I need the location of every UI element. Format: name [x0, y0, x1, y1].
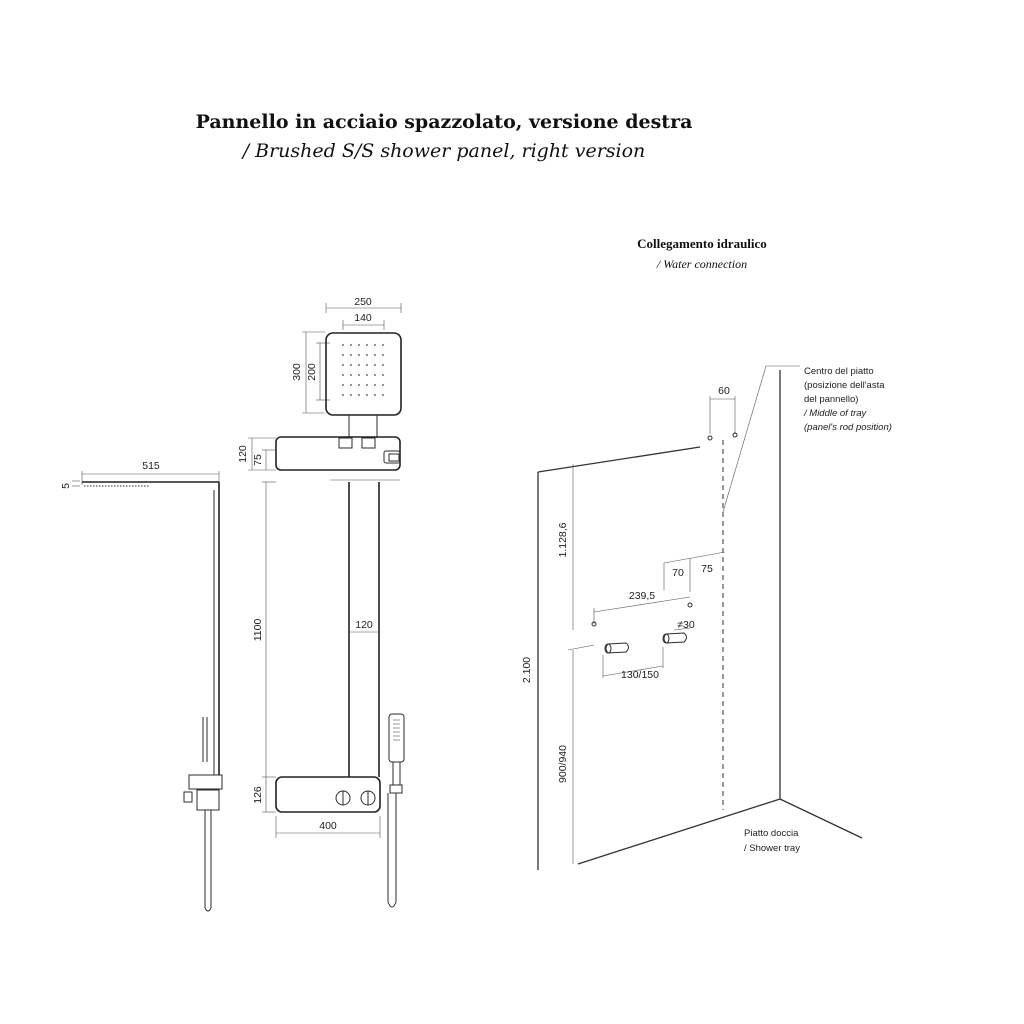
dim-75-valve: 75	[701, 563, 713, 575]
dim-30: ≠30	[677, 619, 695, 631]
section-subtitle: / Water connection	[656, 257, 748, 271]
dim-70: 70	[672, 567, 684, 579]
dim-130-150: 130/150	[621, 669, 659, 681]
dim-300: 300	[291, 363, 303, 381]
note-centre-line1: Centro del piatto	[804, 366, 874, 377]
dim-239-5: 239,5	[628, 590, 656, 602]
dim-515: 515	[142, 460, 160, 472]
wall-top-edge	[538, 447, 700, 472]
dim-1100: 1100	[252, 618, 264, 642]
note-tray-line1: Piatto doccia	[744, 828, 799, 839]
front-view	[237, 296, 404, 907]
drawing-title: Pannello in acciaio spazzolato, versione destra	[195, 111, 693, 133]
hand-shower	[389, 714, 404, 762]
dim-5: 5	[60, 483, 72, 489]
dim-2100: 2.100	[521, 656, 533, 684]
dim-400: 400	[319, 820, 337, 832]
drawing-subtitle: / Brushed S/S shower panel, right version	[242, 140, 646, 162]
shower-head	[326, 333, 401, 415]
note-centre-en-line1: / Middle of tray	[804, 408, 867, 419]
note-centre-line2: (posizione dell'asta	[804, 380, 885, 391]
section-title: Collegamento idraulico	[637, 236, 767, 251]
water-connection-view	[521, 366, 892, 870]
dim-250: 250	[354, 296, 372, 308]
dim-120-top: 120	[237, 445, 249, 463]
dim-75-top: 75	[252, 454, 264, 466]
note-centre-en-line2: (panel's rod position)	[804, 422, 892, 433]
note-tray-line2: / Shower tray	[744, 843, 800, 854]
left-valve	[605, 643, 629, 653]
shower-head-nozzles	[342, 344, 384, 396]
top-body	[276, 437, 400, 470]
mixer-body	[276, 777, 380, 812]
side-view	[60, 460, 222, 911]
dim-1128-6: 1.128,6	[557, 522, 569, 558]
dim-140: 140	[354, 312, 372, 324]
dim-120-tube: 120	[355, 619, 373, 631]
dim-60: 60	[718, 385, 730, 397]
right-valve	[663, 633, 687, 643]
dim-900-940: 900/940	[557, 745, 569, 783]
dim-126: 126	[252, 786, 264, 804]
dim-200: 200	[306, 363, 318, 381]
note-centre-line3: del pannello)	[804, 394, 859, 405]
